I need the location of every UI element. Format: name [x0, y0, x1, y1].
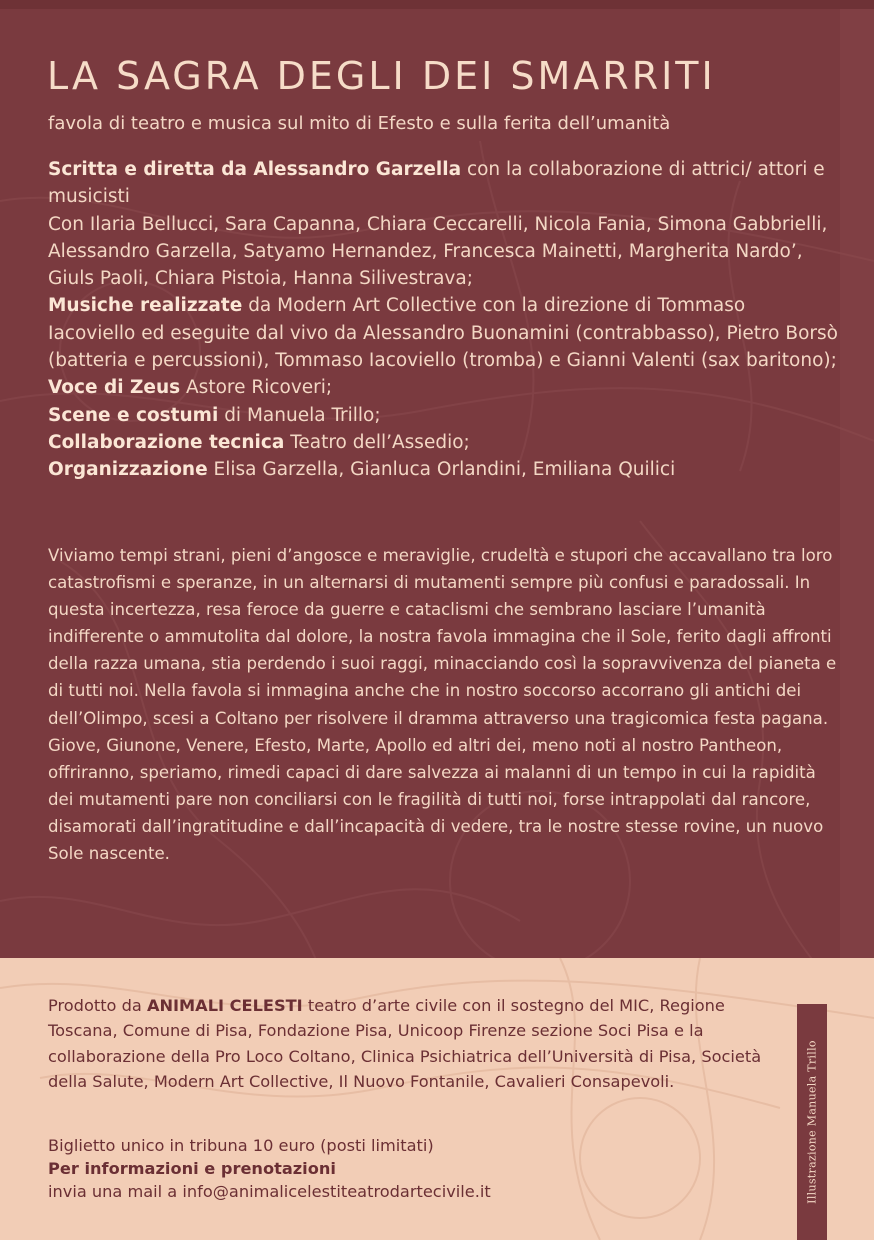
top-band — [0, 0, 874, 9]
info-label — [48, 1158, 768, 1181]
side-band — [840, 9, 874, 958]
ticket-price: Biglietto unico in tribuna 10 euro (posti limitati) — [48, 1136, 434, 1155]
info-label-text: Per informazioni e prenotazioni — [48, 1158, 336, 1178]
credit-organization-text: Elisa Garzella, Gianluca Orlandini, Emiliana Quilici — [207, 459, 676, 481]
page-subtitle: favola di teatro e musica sul mito di Efesto e sulla ferita dell’umanità — [48, 113, 671, 134]
credit-music-label: Musiche realizzate — [48, 295, 243, 317]
credit-music — [48, 292, 838, 374]
credit-voice — [48, 374, 838, 401]
credit-written — [48, 156, 838, 211]
credit-organization-label: Organizzazione — [48, 459, 208, 481]
credit-scenes-text: di Manuela Trillo; — [218, 404, 381, 426]
credit-organization — [48, 456, 838, 483]
credit-scenes-label: Scene e costumi — [48, 404, 219, 426]
credit-written-text: con la collaborazione di attrici/ attori e musicisti — [48, 159, 825, 208]
page-title: LA SAGRA DEGLI DEI SMARRITI — [47, 54, 716, 98]
tickets-block — [48, 1135, 768, 1203]
producer-text: teatro d’arte civile con il sostegno del MIC, Regione Toscana, Comune di Pisa, Fondazione Pisa, Unicoop Firenze sezione Soci Pisa e la collaborazione della Pro Loco Coltano, Clinica Psichiatrica dell’Università di Pisa, Società della Salute, Modern Art Collective, Il Nuovo Fontanile, Cavalieri Consapevoli. — [48, 996, 762, 1092]
synopsis-paragraph: Viviamo tempi strani, pieni d’angosce e meraviglie, crudeltà e stupori che accavallano tra loro catastrofismi e speranze, in un alternarsi di mutamenti sempre più confusi e paradossali. In questa incertezza, resa feroce da guerre e cataclismi che sembrano lasciare l’umanità indifferente o ammutolita dal dolore, la nostra favola immagina che il Sole, ferito dagli affronti della razza umana, stia perdendo i suoi raggi, minacciando così la sopravvivenza del pianeta e di tutti noi. Nella favola si immagina anche che in nostro soccorso accorrano gli antichi dei dell’Olimpo, scesi a Coltano per risolvere il dramma attraverso una tragicomica festa pagana. Giove, Giunone, Venere, Efesto, Marte, Apollo ed altri dei, meno noti al nostro Pantheon, offriranno, speriamo, rimedi capaci di dare salvezza ai malanni di un tempo in cui la rapidità dei mutamenti pare non conciliarsi con le fragilità di tutti noi, forse intrappolati dal rancore, disamorati dall’ingratitudine e dall’incapacità di vedere, tra le nostre stesse rovine, un nuovo Sole nascente. — [48, 546, 837, 864]
credit-tech — [48, 429, 838, 456]
credits-block — [48, 156, 838, 484]
credit-tech-label: Collaborazione tecnica — [48, 431, 285, 453]
credit-voice-label: Voce di Zeus — [48, 377, 181, 399]
producer-prefix: Prodotto da — [48, 996, 147, 1015]
credit-cast: Con Ilaria Bellucci, Sara Capanna, Chiara Ceccarelli, Nicola Fania, Simona Gabbrielli, Alessandro Garzella, Satyamo Hernandez, Francesca Mainetti, Margherita Nardo’, Giuls Paoli, Chiara Pistoia, Hanna Silivestrava; — [48, 213, 828, 290]
credit-music-text: da Modern Art Collective con la direzione di Tommaso Iacoviello ed eseguite dal vivo da Alessandro Buonamini (contrabbasso), Pietro Borsò (batteria e percussioni), Tommaso Iacoviello (tromba) e Gianni Valenti (sax baritono); — [48, 295, 838, 372]
credit-tech-text: Teatro dell’Assedio; — [284, 431, 470, 453]
credit-scenes — [48, 402, 838, 429]
illustration-credit: Illustrazione Manuela Trillo — [805, 1040, 819, 1204]
credit-voice-text: Astore Ricoveri; — [180, 377, 333, 399]
illustration-credit-strip — [797, 1004, 827, 1240]
producer-company: ANIMALI CELESTI — [146, 996, 303, 1015]
credit-written-label: Scritta e diretta da Alessandro Garzella — [48, 159, 462, 180]
producer-paragraph — [48, 993, 768, 1095]
email-line[interactable]: invia una mail a info@animalicelestiteatrodartecivile.it — [48, 1181, 491, 1201]
